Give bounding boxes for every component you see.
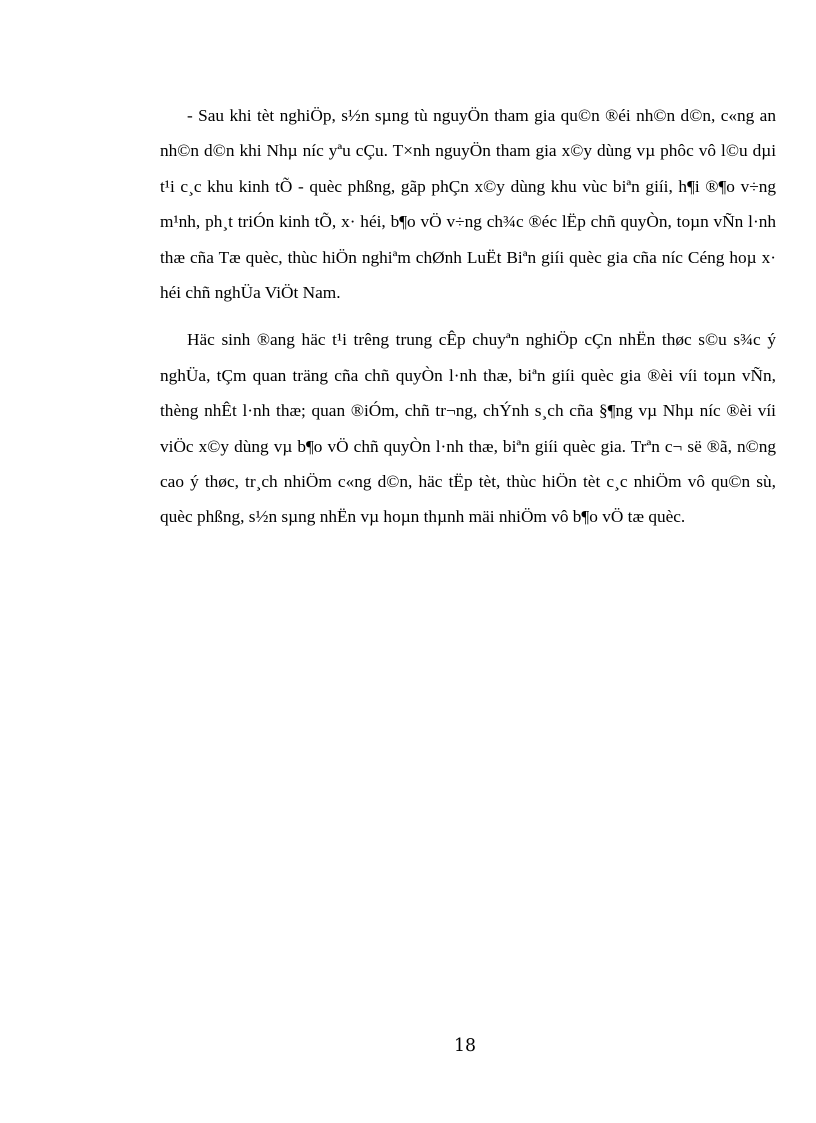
body-text (160, 98, 776, 535)
paragraph-1: - Sau khi tèt nghiÖp, s½n sµng tù nguyÖn tham gia qu©n ®éi nh©n d©n, c«ng an nh©n d©n khi Nhµ níc yªu cÇu. T×nh nguyÖn tham gia x©y dùng vµ phôc vô l©u dµi t¹i c¸c khu kinh tÕ - quèc phßng, gãp phÇn x©y dùng khu vùc biªn giíi, h¶i ®¶o v÷ng m¹nh, ph¸t triÓn kinh tÕ, x· héi, b¶o vÖ v÷ng ch¾c ®éc lËp chñ quyÒn, toµn vÑn l·nh thæ cña Tæ quèc, thùc hiÖn nghiªm chØnh LuËt Biªn giíi quèc gia cña níc Céng hoµ x· héi chñ nghÜa ViÖt Nam. (160, 106, 776, 303)
page-number: 18 (454, 1036, 476, 1056)
paragraph-2: Häc sinh ®ang häc t¹i trêng trung cÊp chuyªn nghiÖp cÇn nhËn thøc s©u s¾c ý nghÜa, tÇm quan träng cña chñ quyÒn l·nh thæ, biªn giíi quèc gia ®èi víi toµn vÑn, thèng nhÊt l·nh thæ; quan ®iÓm, chñ tr¬ng, chÝnh s¸ch cña §¶ng vµ Nhµ níc ®èi víi viÖc x©y dùng vµ b¶o vÖ chñ quyÒn l·nh thæ, biªn giíi quèc gia. Trªn c¬ së ®ã, n©ng cao ý thøc, tr¸ch nhiÖm c«ng d©n, häc tËp tèt, thùc hiÖn tèt c¸c nhiÖm vô qu©n sù, quèc phßng, s½n sµng nhËn vµ hoµn thµnh mäi nhiÖm vô b¶o vÖ tæ quèc. (160, 330, 776, 527)
